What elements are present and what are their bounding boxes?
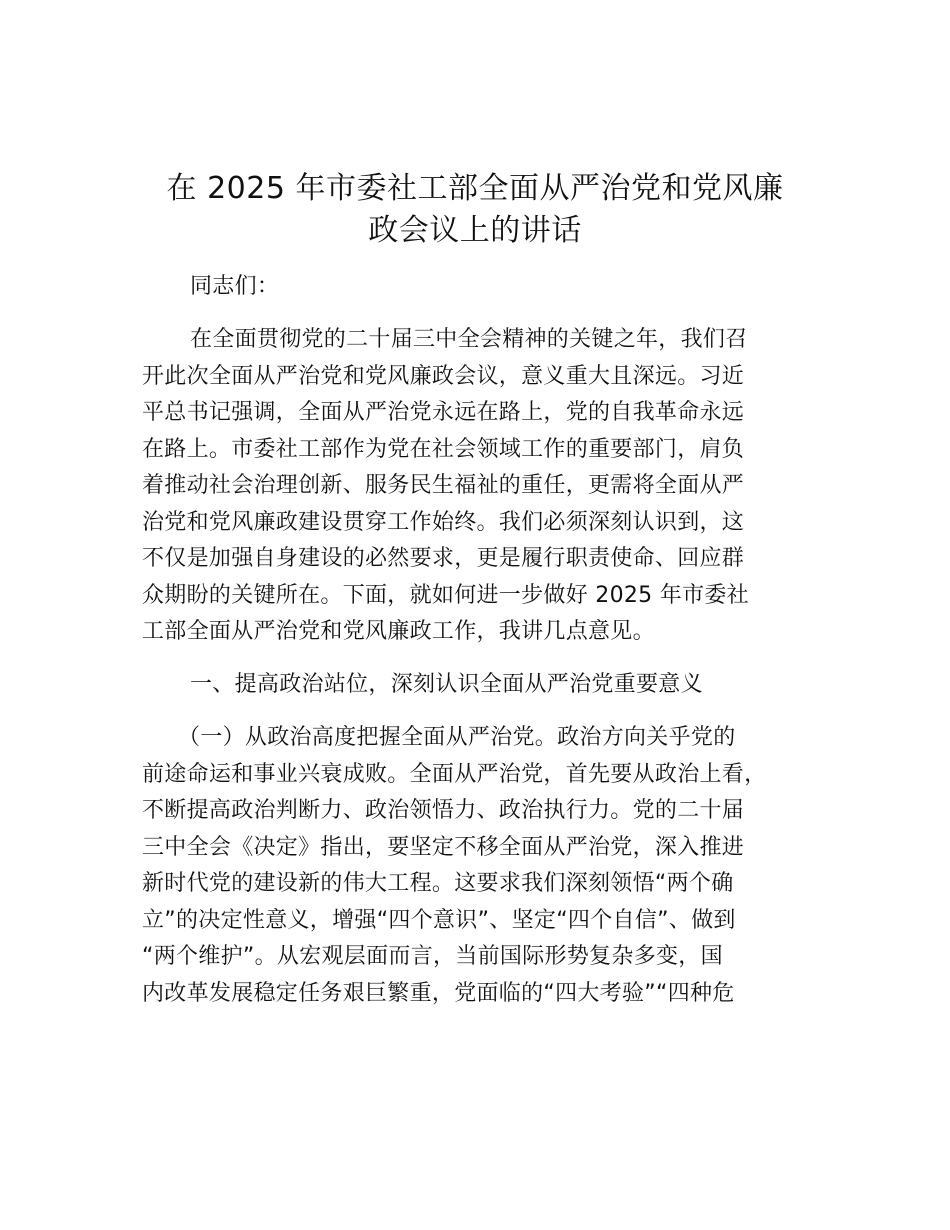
paragraph-line: 治党和党风廉政建设贯穿工作始终。我们必须深刻认识到，这: [142, 509, 745, 535]
paragraph-line: “两个维护”。从宏观层面而言，当前国际形势复杂多变，国: [142, 944, 723, 969]
paragraph-line: 工部全面从严治党和党风廉政工作，我讲几点意见。: [142, 619, 655, 644]
paragraph-line: 三中全会《决定》指出，要坚定不移全面从严治党，深入推进: [142, 834, 745, 860]
paragraph-line: 新时代党的建设新的伟大工程。这要求我们深刻领悟“两个确: [142, 871, 734, 896]
document-body: [142, 269, 810, 1012]
paragraph-line: 平总书记强调，全面从严治党永远在路上，党的自我革命永远: [142, 400, 745, 425]
title-line: 在 2025 年市委社工部全面从严治党和党风廉: [166, 171, 784, 206]
paragraph-line: 不仅是加强自身建设的必然要求，更是履行职责使命、回应群: [142, 546, 745, 571]
paragraph-line: 立”的决定性意义，增强“四个意识”、坚定“四个自信”、做到: [142, 907, 736, 933]
section-heading: 一、提高政治站位，深刻认识全面从严治党重要意义: [190, 672, 703, 697]
document-title: [120, 168, 830, 252]
paragraph-line: 在路上。市委社工部作为党在社会领域工作的重要部门，肩负: [142, 436, 745, 462]
paragraph-line: （一）从政治高度把握全面从严治党。政治方向关乎党的: [178, 725, 736, 750]
paragraph-line: 众期盼的关键所在。下面，就如何进一步做好 2025 年市委社: [142, 582, 749, 608]
salutation: 同志们：: [190, 274, 280, 299]
title-line: 政会议上的讲话: [368, 213, 582, 248]
subsection-paragraph: [142, 720, 810, 1012]
paragraph-line: 开此次全面从严治党和党风廉政会议，意义重大且深远。习近: [142, 363, 745, 389]
paragraph-line: 着推动社会治理创新、服务民生福祉的重任，更需将全面从严: [142, 473, 745, 498]
paragraph-line: 在全面贯彻党的二十届三中全会精神的关键之年，我们召: [190, 327, 748, 352]
paragraph-line: 前途命运和事业兴衰成败。全面从严治党，首先要从政治上看，: [142, 761, 767, 787]
salutation-paragraph: [142, 269, 810, 306]
section-heading-paragraph: [142, 667, 810, 704]
intro-paragraph: [142, 322, 810, 651]
paragraph-line: 内改革发展稳定任务艰巨繁重，党面临的“四大考验”“四种危: [142, 980, 735, 1006]
paragraph-line: 不断提高政治判断力、政治领悟力、政治执行力。党的二十届: [142, 798, 745, 823]
